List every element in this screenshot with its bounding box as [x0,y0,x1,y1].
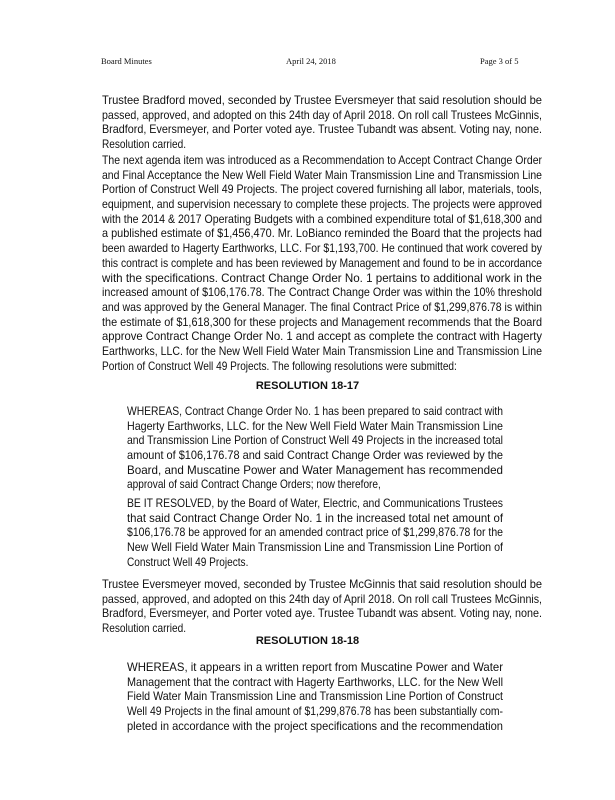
paragraph-motion-1 [102,93,542,152]
paragraph-agenda-item [102,153,542,373]
text-line [102,606,542,621]
text-line [102,315,542,330]
text-line [102,592,542,607]
resolution-18-17-resolved [127,496,503,569]
text-line-content: with the specifications. Contract Change Order No. 1 pertains to additional work in the [102,270,542,285]
text-line-content: with the 2014 & 2017 Operating Budgets with a combined expenditure total of $1,618,300 and [102,211,542,226]
header-left: Board Minutes [101,56,152,66]
text-line [127,675,503,690]
text-line-content: Board, and Muscatine Power and Water Management has recommended [127,462,503,477]
text-line [127,719,503,734]
text-line [102,241,542,256]
text-line [102,93,542,108]
text-line-content: WHEREAS, Contract Change Order No. 1 has been prepared to said contract with [127,404,503,418]
text-line-content: been awarded to Hagerty Earthworks, LLC. For $1,193,700. He continued that work covered by [102,241,542,256]
text-line-content: BE IT RESOLVED, by the Board of Water, Electric, and Communications Trustees [127,496,503,510]
text-line-content: Bradford, Eversmeyer, and Porter voted aye. Trustee Tubandt was absent. Voting nay, none. [102,606,542,621]
text-line [102,137,542,152]
text-line [127,433,503,448]
text-line-content: New Well Field Water Main Transmission Line and Transmission Line Portion of [127,540,503,555]
text-line [102,300,542,315]
text-line [102,226,542,241]
paragraph-motion-2 [102,577,542,636]
text-line-content: Field Water Main Transmission Line and Transmission Line Portion of Construct [127,689,503,704]
text-line [127,477,503,492]
text-line-content: the estimate of $1,618,300 for these projects and Management recommends that the Board [102,314,542,329]
text-line [127,540,503,555]
text-line [102,285,542,300]
text-line [102,197,542,212]
text-line-content: Well 49 Projects in the final amount of $1,299,876.78 has been substantially com- [127,704,503,719]
text-line [102,182,542,197]
text-line-content: this contract is complete and has been reviewed by Management and found to be in accordance [102,255,542,270]
text-line-content: Earthworks, LLC. for the New Well Field Water Main Transmission Line and Transmission Line [102,343,542,358]
text-line-content: approval of said Contract Change Orders; now therefore, [127,477,381,492]
text-line [102,108,542,123]
resolution-18-18-whereas [127,660,503,733]
text-line-content: WHEREAS, it appears in a written report from Muscatine Power and Water [127,660,503,674]
text-line [102,271,542,286]
text-line [127,404,503,419]
text-line-content: Trustee Eversmeyer moved, seconded by Trustee McGinnis that said resolution should be [102,577,542,591]
text-line [102,344,542,359]
text-line-content: equipment, and supervision necessary to complete these projects. The projects were approved [102,197,542,212]
header-date: April 24, 2018 [286,56,336,66]
text-line [102,122,542,137]
text-line [127,555,503,570]
text-line [102,256,542,271]
text-line-content: The next agenda item was introduced as a Recommendation to Accept Contract Change Order [102,153,542,167]
text-line-content: Trustee Bradford moved, seconded by Trustee Eversmeyer that said resolution should be [102,93,542,107]
resolution-18-18-heading: RESOLUTION 18-18 [255,635,360,647]
text-line [127,689,503,704]
resolution-18-17-heading: RESOLUTION 18-17 [255,380,360,392]
text-line [102,168,542,183]
text-line-content: that said Contract Change Order No. 1 in the increased total net amount of [127,510,503,525]
text-line [102,577,542,592]
text-line-content: passed, approved, and adopted on this 24th day of April 2018. On roll call Trustees McGinnis, [102,107,542,122]
text-line-content: increased amount of $106,176.78. The Contract Change Order was within the 10% threshold [102,285,542,300]
text-line-content: and Transmission Line Portion of Construct Well 49 Projects in the increased total [127,433,503,448]
header-page: Page 3 of 5 [480,56,519,66]
text-line-content: approve Contract Change Order No. 1 and accept as complete the contract with Hagerty [102,329,542,344]
text-line-content: and Final Acceptance the New Well Field Water Main Transmission Line and Transmission Line [102,167,542,182]
text-line-content: Hagerty Earthworks, LLC. for the New Well Field Water Main Transmission Line [127,418,503,433]
text-line [127,419,503,434]
text-line-content: Construct Well 49 Projects. [127,554,249,569]
text-line [102,329,542,344]
text-line [127,511,503,526]
text-line-content: pleted in accordance with the project specifications and the recommendation [127,718,503,733]
text-line [127,660,503,675]
text-line [102,153,542,168]
text-line-content: Resolution carried. [102,137,187,152]
text-line [127,496,503,511]
text-line [127,525,503,540]
text-line-content: passed, approved, and adopted on this 24th day of April 2018. On roll call Trustees McGinnis, [102,591,542,606]
text-line-content: Portion of Construct Well 49 Projects. The following resolutions were submitted: [102,358,457,373]
text-line [127,463,503,478]
text-line-content: Resolution carried. [102,621,187,636]
text-line-content: amount of $106,176.78 and said Contract Change Order was reviewed by the [127,448,503,463]
text-line [102,212,542,227]
text-line [102,621,542,636]
text-line-content: a published estimate of $1,456,470. Mr. LoBianco reminded the Board that the projects had [102,226,542,241]
resolution-18-17-whereas [127,404,503,492]
text-line-content: Bradford, Eversmeyer, and Porter voted aye. Trustee Tubandt was absent. Voting nay, none. [102,122,542,137]
text-line-content: $106,176.78 be approved for an amended contract price of $1,299,876.78 for the [127,525,503,540]
text-line [127,704,503,719]
text-line [127,448,503,463]
text-line [102,359,542,374]
text-line-content: and was approved by the General Manager. The final Contract Price of $1,299,876.78 is within [102,299,542,314]
text-line-content: Management that the contract with Hagerty Earthworks, LLC. for the New Well [127,674,503,689]
text-line-content: Portion of Construct Well 49 Projects. The project covered furnishing all labor, materials, tools, [102,182,542,197]
